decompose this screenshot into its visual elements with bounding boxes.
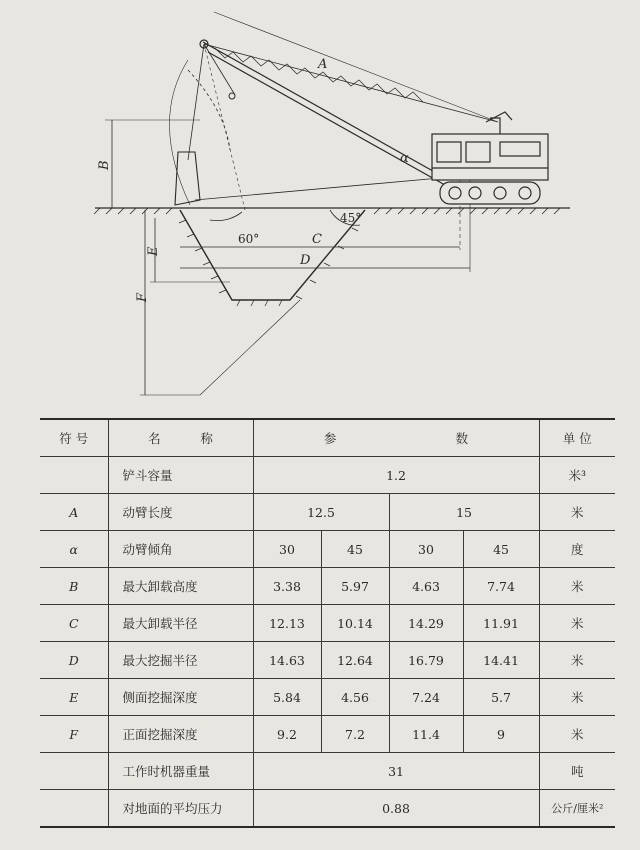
row-name: 动臂长度 xyxy=(108,494,253,531)
row-value: 12.64 xyxy=(321,642,389,679)
table-header xyxy=(40,419,615,457)
row-value: 12.5 xyxy=(253,494,389,531)
row-unit: 米 xyxy=(539,642,615,679)
row-unit: 米 xyxy=(539,494,615,531)
row-name: 最大卸载高度 xyxy=(108,568,253,605)
table-row xyxy=(40,642,615,679)
label-c: C xyxy=(312,232,322,247)
table-row xyxy=(40,568,615,605)
row-unit: 米³ xyxy=(539,457,615,494)
row-symbol: B xyxy=(40,568,108,605)
row-value: 9.2 xyxy=(253,716,321,753)
row-symbol: A xyxy=(40,494,108,531)
row-value: 12.13 xyxy=(253,605,321,642)
table-row xyxy=(40,679,615,716)
row-value: 11.91 xyxy=(463,605,539,642)
row-name: 最大卸载半径 xyxy=(108,605,253,642)
row-value: 9 xyxy=(463,716,539,753)
row-name: 工作时机器重量 xyxy=(108,753,253,790)
row-value: 15 xyxy=(389,494,539,531)
header-unit: 单 位 xyxy=(539,419,615,457)
table-row xyxy=(40,605,615,642)
table-row xyxy=(40,457,615,494)
row-name: 正面挖掘深度 xyxy=(108,716,253,753)
row-unit: 米 xyxy=(539,716,615,753)
row-value: 14.63 xyxy=(253,642,321,679)
row-unit: 米 xyxy=(539,568,615,605)
row-value: 4.56 xyxy=(321,679,389,716)
row-name: 铲斗容量 xyxy=(108,457,253,494)
row-value: 0.88 xyxy=(253,790,539,828)
row-value: 31 xyxy=(253,753,539,790)
spec-table xyxy=(40,418,615,828)
row-value: 1.2 xyxy=(253,457,539,494)
row-name: 最大挖掘半径 xyxy=(108,642,253,679)
row-symbol: D xyxy=(40,642,108,679)
row-value: 5.84 xyxy=(253,679,321,716)
row-name: 侧面挖掘深度 xyxy=(108,679,253,716)
row-value: 7.2 xyxy=(321,716,389,753)
label-b: B xyxy=(97,160,112,170)
row-value: 10.14 xyxy=(321,605,389,642)
row-value: 3.38 xyxy=(253,568,321,605)
header-name: 名 称 xyxy=(108,419,253,457)
row-value: 5.97 xyxy=(321,568,389,605)
bucket-arc xyxy=(188,70,230,150)
row-symbol: E xyxy=(40,679,108,716)
label-d: D xyxy=(300,253,311,268)
row-value: 30 xyxy=(253,531,321,568)
label-alpha: α xyxy=(400,151,409,166)
row-value: 4.63 xyxy=(389,568,463,605)
table-row xyxy=(40,716,615,753)
row-unit: 吨 xyxy=(539,753,615,790)
angle-arc-left xyxy=(210,212,242,221)
ground-hatching xyxy=(94,208,560,214)
row-value: 14.29 xyxy=(389,605,463,642)
table-row xyxy=(40,753,615,790)
table-row xyxy=(40,494,615,531)
bucket-raised xyxy=(175,152,200,205)
row-unit: 度 xyxy=(539,531,615,568)
row-value: 45 xyxy=(463,531,539,568)
label-a: A xyxy=(318,57,328,72)
pit-hatching xyxy=(179,220,358,306)
row-unit: 公斤/厘米² xyxy=(539,790,615,828)
row-value: 11.4 xyxy=(389,716,463,753)
row-value: 14.41 xyxy=(463,642,539,679)
row-value: 30 xyxy=(389,531,463,568)
row-value: 16.79 xyxy=(389,642,463,679)
row-value: 7.24 xyxy=(389,679,463,716)
row-value: 45 xyxy=(321,531,389,568)
excavation-pit xyxy=(180,210,365,300)
row-symbol xyxy=(40,457,108,494)
row-value: 5.7 xyxy=(463,679,539,716)
row-unit: 米 xyxy=(539,605,615,642)
label-f: F xyxy=(135,292,150,302)
excavator-body xyxy=(432,112,548,204)
row-name: 动臂倾角 xyxy=(108,531,253,568)
row-symbol: α xyxy=(40,531,108,568)
label-angle-45: 45° xyxy=(340,211,362,225)
row-symbol xyxy=(40,790,108,828)
table-row xyxy=(40,790,615,828)
row-symbol xyxy=(40,753,108,790)
label-e: E xyxy=(146,246,161,256)
excavator-diagram xyxy=(0,0,640,405)
row-value: 7.74 xyxy=(463,568,539,605)
header-params: 参 数 xyxy=(253,419,539,457)
row-unit: 米 xyxy=(539,679,615,716)
row-symbol: C xyxy=(40,605,108,642)
table-row xyxy=(40,531,615,568)
row-name: 对地面的平均压力 xyxy=(108,790,253,828)
label-angle-60: 60° xyxy=(238,232,260,246)
header-symbol: 符 号 xyxy=(40,419,108,457)
row-symbol: F xyxy=(40,716,108,753)
